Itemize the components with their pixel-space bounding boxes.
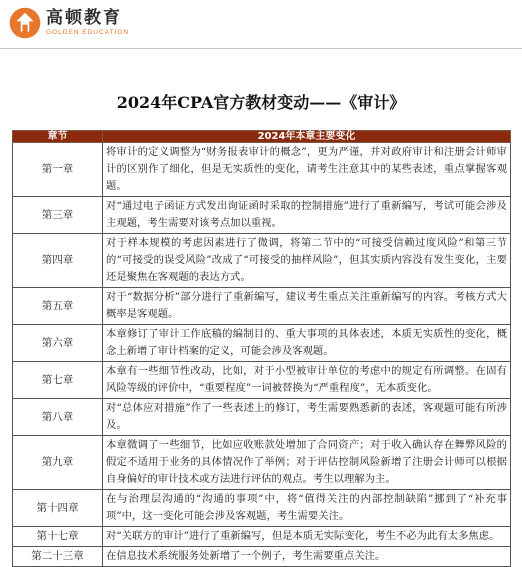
change-cell: 本章微调了一些细节，比如应收账款处增加了合同资产；对于收入确认存在舞弊风险的假定不适用于业务的具体情况作了举例；对于评估控制风险新增了注册会计师可以根据自身偏好的审计技术或方法进行评估的观点。考生以理解为主。 <box>103 436 511 490</box>
chapter-cell: 第三章 <box>13 197 103 234</box>
table-row <box>13 527 511 547</box>
table-row <box>13 547 511 567</box>
brand-name <box>46 7 130 37</box>
change-cell: 对“关联方的审计”进行了重新编写，但是本质无实际变化，考生不必为此有太多焦虑。 <box>103 527 511 547</box>
golden-education-logo-icon <box>8 6 42 40</box>
change-cell: 本章有一些细节性改动，比如，对于小型被审计单位的考虑中的规定有所调整。在固有风险等级的评价中，“重要程度”一词被替换为“严重程度”，无本质变化。 <box>103 362 511 399</box>
changes-table <box>12 130 511 567</box>
chapter-cell: 第六章 <box>13 325 103 362</box>
chapter-cell: 第八章 <box>13 399 103 436</box>
change-cell: 在信息技术系统服务处新增了一个例子，考生需要重点关注。 <box>103 547 511 567</box>
chapter-cell: 第二十三章 <box>13 547 103 567</box>
chapter-cell: 第四章 <box>13 234 103 288</box>
chapter-cell: 第一章 <box>13 143 103 197</box>
change-cell: 对于样本规模的考虑因素进行了微调，将第二节中的“可接受信赖过度风险”和第三节的“可接受的误受风险”改成了“可接受的抽样风险”，但其实质内容没有发生变化，主要还是聚焦在客观题的表达方式。 <box>103 234 511 288</box>
change-cell: 对于“数据分析”部分进行了重新编写，建议考生重点关注重新编写的内容。考核方式大概率是客观题。 <box>103 288 511 325</box>
header-divider <box>0 48 522 49</box>
table-row <box>13 197 511 234</box>
table-row <box>13 399 511 436</box>
table-header-row <box>13 131 511 143</box>
column-header-change: 2024年本章主要变化 <box>103 131 511 143</box>
change-cell: 本章修订了审计工作底稿的编制目的、重大事项的具体表述，本质无实质性的变化，概念上新增了审计档案的定义，可能会涉及客观题。 <box>103 325 511 362</box>
table-row <box>13 436 511 490</box>
chapter-cell: 第七章 <box>13 362 103 399</box>
change-cell: 在与治理层沟通的“沟通的事项”中，将“值得关注的内部控制缺陷”挪到了“补充事项”中，这一变化可能会涉及客观题，考生需要关注。 <box>103 490 511 527</box>
table-row <box>13 143 511 197</box>
brand-name-cn: 高顿教育 <box>46 7 122 28</box>
change-cell: 对“总体应对措施”作了一些表述上的修订，考生需要熟悉新的表述，客观题可能有所涉及。 <box>103 399 511 436</box>
brand-name-en: GOLDEN EDUCATION <box>46 28 130 36</box>
change-cell: 将审计的定义调整为“财务报表审计的概念”，更为严谨，并对政府审计和注册会计师审计的区别作了细化，但是无实质性的变化，请考生注意其中的某些表述，重点掌握客观题。 <box>103 143 511 197</box>
table-row <box>13 490 511 527</box>
change-cell: 对“通过电子函证方式发出询证函时采取的控制措施”进行了重新编写，考试可能会涉及主观题，考生需要对该考点加以重视。 <box>103 197 511 234</box>
chapter-cell: 第十四章 <box>13 490 103 527</box>
brand-logo <box>8 6 129 40</box>
table-row <box>13 362 511 399</box>
table-row <box>13 288 511 325</box>
column-header-chapter: 章节 <box>13 131 103 143</box>
chapter-cell: 第九章 <box>13 436 103 490</box>
chapter-cell: 第十七章 <box>13 527 103 547</box>
chapter-cell: 第五章 <box>13 288 103 325</box>
table-row <box>13 325 511 362</box>
page-title: 2024年CPA官方教材变动——《审计》 <box>116 93 406 112</box>
table-row <box>13 234 511 288</box>
